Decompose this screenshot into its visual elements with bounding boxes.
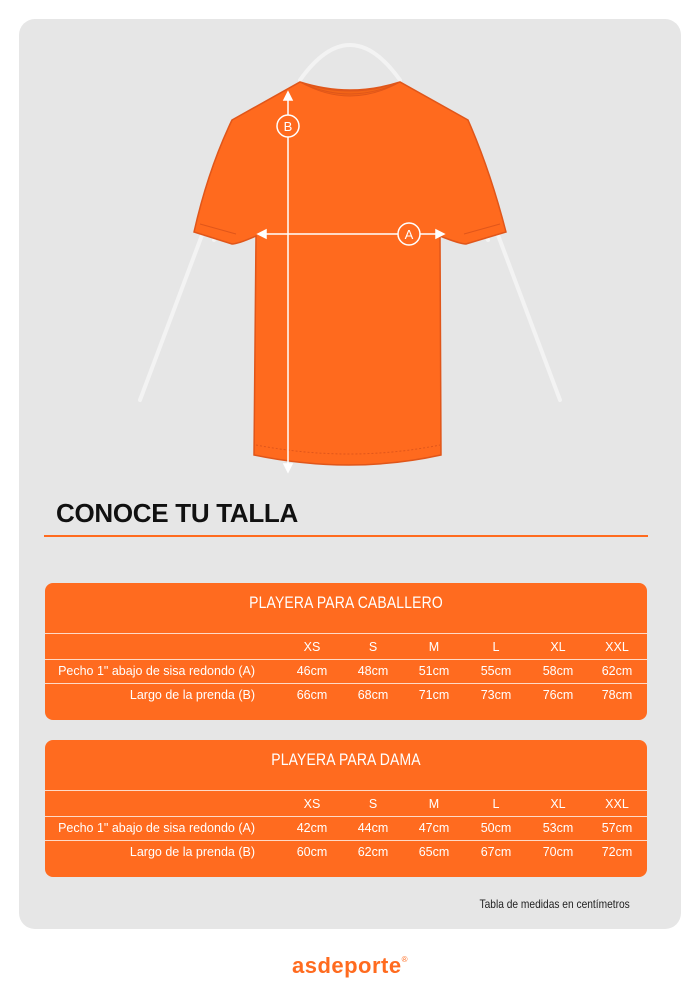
table-cell: 76cm [542, 688, 574, 702]
svg-text:B: B [283, 119, 293, 134]
table-title: PLAYERA PARA CABALLERO [249, 593, 443, 612]
size-header: XS [303, 640, 321, 654]
table-row [45, 816, 647, 840]
table-cell: 73cm [480, 688, 512, 702]
table-row [45, 840, 647, 864]
table-title: PLAYERA PARA DAMA [271, 750, 421, 769]
row-label: Largo de la prenda (B) [129, 688, 255, 702]
table-cell: 51cm [418, 664, 450, 678]
title-divider [44, 535, 648, 537]
table-header-row [45, 635, 647, 659]
row-label: Largo de la prenda (B) [129, 845, 255, 859]
table-cell: 55cm [480, 664, 512, 678]
table-cell: 46cm [296, 664, 328, 678]
table-cell: 60cm [296, 845, 328, 859]
table-cell: 50cm [480, 821, 512, 835]
table-cell: 48cm [357, 664, 389, 678]
table-cell: 58cm [542, 664, 574, 678]
page-title: CONOCE TU TALLA [56, 498, 298, 528]
size-header: S [368, 797, 378, 811]
table-header-row [45, 792, 647, 816]
size-header: XXL [605, 797, 629, 811]
table-cell: 53cm [542, 821, 574, 835]
registered-mark: ® [401, 955, 409, 964]
size-header: L [492, 640, 500, 654]
size-header: XXL [605, 640, 629, 654]
size-header: S [368, 640, 378, 654]
tshirt-diagram [0, 0, 700, 480]
table-row [45, 683, 647, 707]
table-cell: 72cm [601, 845, 633, 859]
table-cell: 47cm [418, 821, 450, 835]
size-table-men [45, 583, 647, 720]
table-row [45, 659, 647, 683]
units-footnote: Tabla de medidas en centímetros [479, 897, 630, 911]
size-header: M [428, 640, 440, 654]
table-cell: 67cm [480, 845, 512, 859]
table-cell: 66cm [296, 688, 328, 702]
table-cell: 65cm [418, 845, 450, 859]
table-cell: 57cm [601, 821, 633, 835]
table-cell: 42cm [296, 821, 328, 835]
table-cell: 62cm [357, 845, 389, 859]
measure-b-badge [277, 115, 299, 137]
table-cell: 44cm [357, 821, 389, 835]
table-cell: 68cm [357, 688, 389, 702]
size-header: M [428, 797, 440, 811]
brand-logo [0, 953, 700, 979]
measure-a-badge [398, 223, 420, 245]
size-header: L [492, 797, 500, 811]
table-cell: 70cm [542, 845, 574, 859]
tshirt-shape [194, 82, 506, 465]
size-table-women [45, 740, 647, 877]
table-cell: 71cm [418, 688, 450, 702]
size-header: XS [303, 797, 321, 811]
brand-name-part1: as [291, 953, 318, 978]
row-label: Pecho 1" abajo de sisa redondo (A) [58, 664, 255, 678]
size-header: XL [550, 640, 566, 654]
row-label: Pecho 1" abajo de sisa redondo (A) [58, 821, 255, 835]
brand-name-part2: deporte [317, 953, 402, 978]
table-cell: 62cm [601, 664, 633, 678]
size-header: XL [550, 797, 566, 811]
svg-text:A: A [404, 227, 414, 242]
table-cell: 78cm [601, 688, 633, 702]
